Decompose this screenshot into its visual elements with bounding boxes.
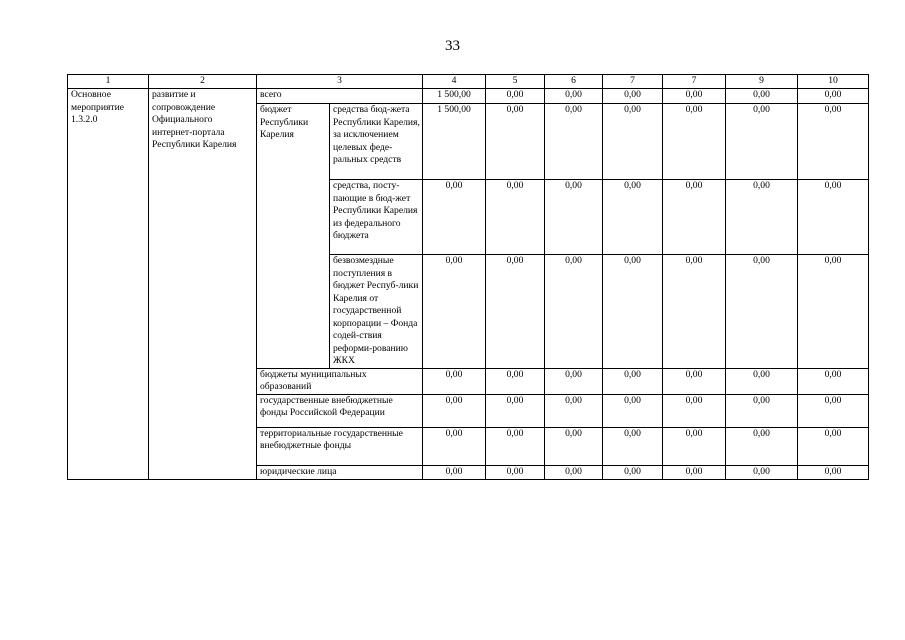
value-cell: 0,00: [603, 368, 663, 394]
value-cell: 0,00: [798, 465, 869, 479]
value-cell: 0,00: [603, 104, 663, 180]
header-cell: 7: [663, 75, 726, 89]
value-cell: 1 500,00: [423, 89, 486, 104]
value-cell: 0,00: [603, 255, 663, 369]
page-number: 33: [445, 38, 460, 54]
value-cell: 0,00: [423, 368, 486, 394]
subsource-cell: средства бюд-жета Республики Карелия, за исключением целевых феде-ральных средств: [330, 104, 423, 180]
value-cell: 0,00: [663, 427, 726, 465]
value-cell: 0,00: [798, 394, 869, 427]
value-cell: 0,00: [486, 368, 545, 394]
header-cell: 9: [726, 75, 798, 89]
value-cell: 0,00: [663, 394, 726, 427]
value-cell: 0,00: [798, 180, 869, 255]
value-cell: 0,00: [603, 394, 663, 427]
value-cell: 0,00: [726, 255, 798, 369]
value-cell: 0,00: [486, 427, 545, 465]
value-cell: 0,00: [663, 89, 726, 104]
value-cell: 0,00: [423, 180, 486, 255]
header-cell: 7: [603, 75, 663, 89]
value-cell: 0,00: [486, 104, 545, 180]
value-cell: 0,00: [423, 255, 486, 369]
value-cell: 0,00: [545, 427, 603, 465]
value-cell: 0,00: [726, 89, 798, 104]
subsource-cell: безвозмездные поступления в бюджет Респуб-лики Карелия от государственной корпорации – Фонда содей-ствия реформи-рованию ЖКХ: [330, 255, 423, 369]
budget-table: [67, 74, 869, 480]
header-cell: 1: [68, 75, 149, 89]
value-cell: 0,00: [663, 104, 726, 180]
source-cell: всего: [257, 89, 423, 104]
header-cell: 4: [423, 75, 486, 89]
value-cell: 0,00: [798, 368, 869, 394]
value-cell: 0,00: [423, 427, 486, 465]
table-header-row: [68, 75, 869, 89]
value-cell: 0,00: [545, 465, 603, 479]
value-cell: 0,00: [486, 465, 545, 479]
value-cell: 0,00: [726, 180, 798, 255]
header-cell: 3: [257, 75, 423, 89]
header-cell: 2: [149, 75, 257, 89]
value-cell: 0,00: [798, 427, 869, 465]
source-cell: бюджет Республики Карелия: [257, 104, 330, 369]
value-cell: 0,00: [603, 465, 663, 479]
value-cell: 0,00: [798, 104, 869, 180]
source-cell: юридические лица: [257, 465, 423, 479]
description-cell: развитие и сопровождение Официального интернет-портала Республики Карелия: [149, 89, 257, 480]
value-cell: 0,00: [663, 368, 726, 394]
source-cell: бюджеты муниципальных образований: [257, 368, 423, 394]
value-cell: 0,00: [486, 180, 545, 255]
measure-cell: Основное мероприятие 1.3.2.0: [68, 89, 149, 480]
value-cell: 0,00: [545, 104, 603, 180]
value-cell: 0,00: [486, 394, 545, 427]
table-row: [68, 89, 869, 104]
subsource-cell: средства, посту-пающие в бюд-жет Республики Карелия из федерального бюджета: [330, 180, 423, 255]
value-cell: 0,00: [603, 180, 663, 255]
header-cell: 10: [798, 75, 869, 89]
value-cell: 0,00: [726, 465, 798, 479]
value-cell: 0,00: [798, 89, 869, 104]
value-cell: 0,00: [663, 180, 726, 255]
source-cell: государственные внебюджетные фонды Российской Федерации: [257, 394, 423, 427]
value-cell: 0,00: [726, 427, 798, 465]
value-cell: 0,00: [798, 255, 869, 369]
value-cell: 0,00: [726, 394, 798, 427]
value-cell: 0,00: [486, 89, 545, 104]
value-cell: 0,00: [545, 180, 603, 255]
value-cell: 0,00: [726, 104, 798, 180]
value-cell: 1 500,00: [423, 104, 486, 180]
value-cell: 0,00: [545, 89, 603, 104]
value-cell: 0,00: [663, 255, 726, 369]
value-cell: 0,00: [603, 89, 663, 104]
value-cell: 0,00: [603, 427, 663, 465]
value-cell: 0,00: [486, 255, 545, 369]
value-cell: 0,00: [726, 368, 798, 394]
value-cell: 0,00: [663, 465, 726, 479]
value-cell: 0,00: [545, 368, 603, 394]
header-cell: 5: [486, 75, 545, 89]
value-cell: 0,00: [545, 255, 603, 369]
source-cell: территориальные государственные внебюджетные фонды: [257, 427, 423, 465]
value-cell: 0,00: [423, 465, 486, 479]
value-cell: 0,00: [545, 394, 603, 427]
header-cell: 6: [545, 75, 603, 89]
value-cell: 0,00: [423, 394, 486, 427]
